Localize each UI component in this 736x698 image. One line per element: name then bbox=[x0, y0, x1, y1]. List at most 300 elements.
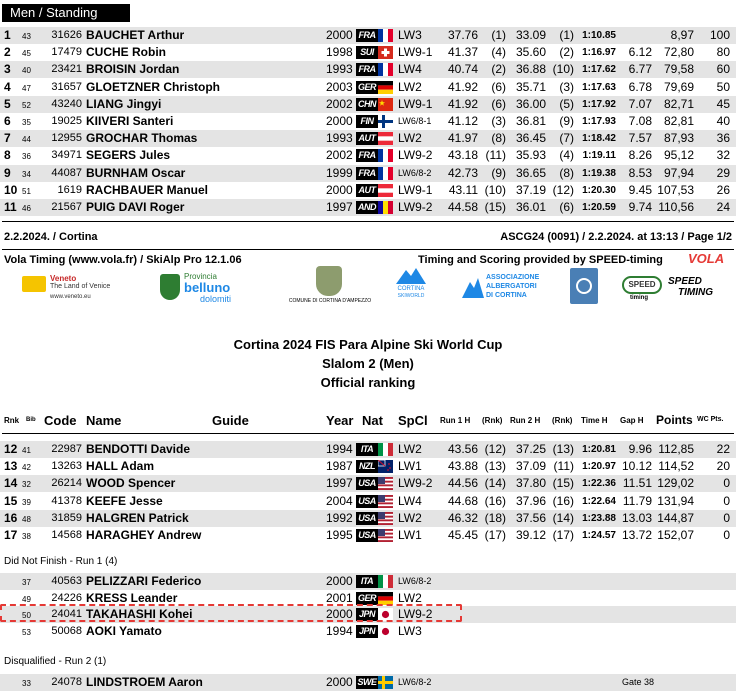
cell-rnk2: (4) bbox=[559, 148, 574, 163]
cell-code: 41378 bbox=[51, 494, 82, 507]
cell-bib: 53 bbox=[22, 627, 31, 637]
footer-divider-2 bbox=[2, 249, 734, 250]
cell-run2: 36.45 bbox=[515, 131, 546, 146]
cell-gap: 10.12 bbox=[621, 459, 652, 474]
cell-points: 129,02 bbox=[657, 476, 694, 491]
ger-flag-icon bbox=[378, 592, 393, 605]
cell-bib: 43 bbox=[22, 32, 31, 41]
cell-run1: 44.58 bbox=[447, 200, 478, 214]
assoc-line1: ASSOCIAZIONE bbox=[486, 274, 540, 281]
cell-year: 2002 bbox=[326, 96, 353, 111]
albergatori-mountain-icon bbox=[462, 276, 484, 298]
cell-code: 31657 bbox=[51, 80, 82, 93]
col-rnk2: (Rnk) bbox=[552, 416, 573, 425]
cell-spcl: LW2 bbox=[398, 510, 422, 525]
nation-flag-jpn bbox=[356, 625, 393, 638]
cell-year: 1998 bbox=[326, 45, 353, 60]
cell-spcl: LW1 bbox=[398, 459, 422, 474]
nation-flag-usa bbox=[356, 529, 393, 542]
nation-flag-and bbox=[356, 201, 393, 214]
cell-run2: 35.60 bbox=[515, 45, 546, 60]
cell-rank: 11 bbox=[4, 200, 17, 214]
usa-flag-icon bbox=[378, 529, 393, 542]
cell-run1: 41.12 bbox=[447, 114, 478, 128]
cell-rnk1: (3) bbox=[491, 114, 506, 128]
cell-code: 22987 bbox=[51, 443, 82, 455]
cell-code: 17479 bbox=[51, 46, 82, 59]
cell-spcl: LW9-2 bbox=[398, 148, 433, 163]
cell-bib: 48 bbox=[22, 514, 31, 524]
footer-divider bbox=[2, 221, 734, 222]
usa-flag-icon bbox=[378, 495, 393, 508]
cell-spcl: LW1 bbox=[398, 528, 422, 542]
cell-name: BURNHAM Oscar bbox=[86, 165, 186, 180]
cell-run1: 40.74 bbox=[447, 62, 478, 77]
event-title: Cortina 2024 FIS Para Alpine Ski World Cup bbox=[233, 337, 503, 352]
cell-wc: 20 bbox=[716, 459, 730, 474]
cell-points: 95,12 bbox=[663, 148, 694, 163]
cell-rank: 1 bbox=[4, 28, 11, 42]
veneto-line2: The Land of Venice bbox=[50, 283, 111, 290]
cell-run1: 43.88 bbox=[447, 459, 478, 474]
cell-year: 2000 bbox=[326, 182, 353, 197]
cell-wc: 40 bbox=[716, 114, 730, 128]
chn-flag-icon bbox=[378, 98, 393, 111]
cell-year: 2003 bbox=[326, 79, 353, 94]
cell-bib: 35 bbox=[22, 118, 31, 127]
cell-rank: 5 bbox=[4, 96, 11, 111]
cell-bib: 32 bbox=[22, 480, 31, 490]
cell-wc: 0 bbox=[723, 510, 730, 525]
cell-run2: 36.01 bbox=[515, 200, 546, 214]
cell-nat: USA bbox=[356, 529, 378, 542]
cell-year: 1987 bbox=[326, 459, 353, 474]
cell-spcl: LW2 bbox=[398, 442, 422, 456]
skiworld-line2: SKIWORLD bbox=[397, 293, 425, 299]
cell-time: 1:17.93 bbox=[582, 116, 616, 127]
table-row bbox=[0, 458, 736, 475]
nation-flag-fra bbox=[356, 149, 393, 162]
cortina-badge-logo bbox=[570, 268, 598, 304]
selection-highlight bbox=[0, 604, 462, 622]
cell-nat: GER bbox=[357, 81, 376, 92]
cell-points: 79,69 bbox=[663, 79, 694, 94]
cell-name: HALGREN Patrick bbox=[86, 510, 189, 525]
cell-rnk2: (11) bbox=[553, 459, 574, 474]
cell-rnk2: (15) bbox=[552, 476, 574, 491]
nation-flag-sui bbox=[356, 46, 393, 59]
cell-year: 2004 bbox=[326, 493, 353, 508]
table-row bbox=[0, 165, 736, 182]
cell-spcl: LW9-2 bbox=[398, 476, 433, 491]
cell-rnk1: (2) bbox=[491, 62, 506, 77]
col-bib: Bib bbox=[26, 417, 36, 423]
cell-time: 1:20.97 bbox=[582, 461, 616, 473]
col-run1: Run 1 H bbox=[440, 416, 471, 425]
cell-run1: 37.76 bbox=[447, 28, 478, 42]
cell-nat: FRA bbox=[356, 63, 378, 76]
cell-wc: 0 bbox=[723, 476, 730, 491]
cell-bib: 41 bbox=[22, 446, 31, 455]
cell-rnk2: (1) bbox=[559, 28, 574, 42]
usa-flag-icon bbox=[378, 477, 393, 490]
cell-run2: 35.71 bbox=[515, 79, 546, 94]
cell-spcl: LW4 bbox=[398, 493, 422, 508]
cell-year: 1994 bbox=[326, 623, 353, 638]
cell-rnk2: (6) bbox=[559, 200, 574, 214]
table-row bbox=[0, 674, 736, 691]
cell-bib: 49 bbox=[22, 594, 31, 604]
col-time: Time H bbox=[581, 416, 608, 425]
belluno-line1: Provincia bbox=[184, 272, 217, 281]
cell-nat: GER bbox=[357, 592, 376, 603]
fra-flag-icon bbox=[378, 167, 393, 180]
cell-code: 24226 bbox=[51, 591, 82, 604]
cell-run2: 37.56 bbox=[515, 510, 546, 525]
cell-name: KEEFE Jesse bbox=[86, 493, 163, 508]
cell-year: 2000 bbox=[326, 574, 353, 588]
cell-run2: 33.09 bbox=[515, 28, 546, 42]
speed-line2: TIMING bbox=[678, 287, 713, 298]
cell-gap: 9.96 bbox=[628, 442, 652, 456]
cell-rnk1: (17) bbox=[484, 528, 506, 542]
cell-spcl: LW6/8-2 bbox=[398, 167, 432, 178]
cell-code: 43240 bbox=[51, 97, 82, 110]
cell-rnk1: (9) bbox=[491, 165, 506, 180]
cell-rnk1: (15) bbox=[484, 200, 506, 214]
sui-flag-icon bbox=[378, 46, 393, 59]
cell-code: 14568 bbox=[51, 529, 82, 541]
cell-rank: 6 bbox=[4, 114, 11, 128]
cell-run1: 45.45 bbox=[447, 528, 478, 542]
cell-run1: 43.56 bbox=[447, 442, 478, 456]
section-label: Men / Standing bbox=[2, 4, 130, 22]
cell-rnk1: (1) bbox=[491, 28, 506, 42]
col-wc: WC Pts. bbox=[697, 416, 724, 423]
cell-rank: 17 bbox=[4, 528, 18, 542]
ranking-label: Official ranking bbox=[320, 375, 416, 390]
nation-flag-fra bbox=[356, 29, 393, 42]
speed-line1: SPEED bbox=[668, 276, 702, 287]
cell-bib: 44 bbox=[22, 135, 31, 145]
cell-year: 1999 bbox=[326, 165, 353, 180]
comune-logo bbox=[282, 266, 378, 306]
aut-flag-icon bbox=[378, 184, 393, 197]
cell-gap: 11.51 bbox=[622, 476, 652, 491]
comune-label: COMUNE DI CORTINA D'AMPEZZO bbox=[288, 298, 372, 304]
cell-nat: SWE bbox=[357, 677, 377, 687]
cell-year: 2000 bbox=[326, 675, 353, 689]
table-row bbox=[0, 96, 736, 113]
cell-gap: 7.07 bbox=[628, 96, 652, 111]
cell-spcl: LW6/8-2 bbox=[398, 677, 432, 687]
veneto-url: www.veneto.eu bbox=[50, 294, 91, 300]
cell-run1: 41.92 bbox=[447, 79, 478, 94]
nation-flag-swe bbox=[356, 676, 393, 689]
cell-run1: 43.11 bbox=[448, 182, 478, 197]
cell-rnk1: (8) bbox=[491, 131, 506, 146]
cell-year: 1994 bbox=[326, 442, 353, 456]
cell-spcl: LW9-2 bbox=[398, 200, 433, 214]
cell-points: 97,94 bbox=[663, 165, 694, 180]
cell-time: 1:10.85 bbox=[582, 30, 616, 41]
cell-name: LIANG Jingyi bbox=[86, 96, 162, 111]
footer-timing-right: Timing and Scoring provided by SPEED-timing bbox=[418, 254, 663, 266]
skiworld-line1: CORTINA bbox=[397, 286, 425, 292]
cell-nat: ITA bbox=[356, 575, 378, 588]
table-row bbox=[0, 441, 736, 458]
cell-nat: SUI bbox=[356, 46, 378, 59]
nation-flag-ita bbox=[356, 575, 393, 588]
cell-run1: 42.73 bbox=[447, 165, 478, 180]
cell-run2: 36.65 bbox=[515, 165, 546, 180]
cell-code: 34971 bbox=[51, 149, 82, 162]
cell-gap: 8.26 bbox=[628, 148, 652, 163]
comune-crest-icon bbox=[316, 266, 342, 296]
veneto-line1: Veneto bbox=[50, 274, 77, 283]
cell-code: 19025 bbox=[51, 115, 82, 127]
cell-bib: 52 bbox=[22, 100, 31, 110]
cell-wc: 32 bbox=[716, 148, 730, 163]
nation-flag-aut bbox=[356, 184, 393, 197]
cell-points: 112,85 bbox=[658, 442, 694, 456]
cell-wc: 0 bbox=[723, 528, 730, 542]
cell-spcl: LW9-2 bbox=[398, 607, 433, 621]
cell-nat: FRA bbox=[356, 29, 378, 42]
cell-rnk2: (13) bbox=[552, 442, 574, 456]
cell-rnk2: (17) bbox=[552, 528, 574, 542]
header-underline bbox=[2, 433, 734, 434]
cell-gap: 11.79 bbox=[622, 493, 652, 508]
cell-wc: 60 bbox=[716, 62, 730, 77]
cell-rank: 4 bbox=[4, 79, 11, 94]
cell-code: 44087 bbox=[51, 166, 82, 179]
cell-year: 1992 bbox=[326, 510, 353, 525]
cell-year: 2000 bbox=[326, 607, 353, 621]
and-flag-icon bbox=[378, 201, 393, 214]
cell-rank: 10 bbox=[4, 182, 18, 197]
cell-time: 1:16.97 bbox=[582, 47, 616, 59]
cell-run2: 35.93 bbox=[515, 148, 546, 163]
cell-time: 1:19.11 bbox=[582, 150, 616, 162]
cell-points: 152,07 bbox=[657, 528, 694, 542]
cortina-skiworld-logo bbox=[388, 266, 434, 306]
cell-points: 72,80 bbox=[663, 45, 694, 60]
cell-bib: 34 bbox=[22, 169, 31, 179]
cell-spcl: LW3 bbox=[398, 28, 422, 42]
cell-bib: 50 bbox=[22, 611, 31, 620]
cell-rnk2: (10) bbox=[552, 62, 574, 77]
ita-flag-icon bbox=[378, 575, 393, 588]
cell-rnk1: (10) bbox=[484, 182, 506, 197]
cell-code: 26214 bbox=[51, 477, 82, 490]
dsq-label: Disqualified - Run 2 (1) bbox=[4, 656, 107, 667]
speed-badge-text: SPEED bbox=[622, 276, 662, 294]
cell-spcl: LW6/8-2 bbox=[398, 576, 432, 586]
fin-flag-icon bbox=[378, 115, 393, 128]
cell-name: WOOD Spencer bbox=[86, 476, 176, 491]
table-row bbox=[0, 199, 736, 216]
cell-code: 1619 bbox=[57, 183, 82, 196]
nation-flag-ger bbox=[356, 592, 393, 605]
cell-gap: 6.12 bbox=[628, 45, 652, 60]
table-row bbox=[0, 61, 736, 78]
cell-time: 1:19.38 bbox=[582, 167, 616, 179]
footer-timing-left: Vola Timing (www.vola.fr) / SkiAlp Pro 12.1.06 bbox=[4, 254, 242, 266]
cell-name: HARAGHEY Andrew bbox=[86, 528, 202, 542]
cell-code: 31626 bbox=[51, 29, 82, 41]
assoc-line2: ALBERGATORI bbox=[486, 283, 537, 290]
cell-name: HALL Adam bbox=[86, 459, 155, 474]
cell-year: 1993 bbox=[326, 62, 353, 77]
table-row bbox=[0, 493, 736, 510]
usa-flag-icon bbox=[378, 512, 393, 525]
nation-flag-nzl bbox=[356, 460, 393, 473]
cell-wc: 80 bbox=[716, 45, 730, 60]
cell-run1: 41.37 bbox=[447, 45, 478, 60]
cell-gap: 9.45 bbox=[628, 182, 652, 197]
cell-rank: 15 bbox=[4, 493, 18, 508]
col-name: Name bbox=[86, 413, 122, 428]
cell-name: KRESS Leander bbox=[86, 590, 178, 605]
cell-time: 1:24.57 bbox=[582, 530, 616, 541]
fra-flag-icon bbox=[378, 29, 393, 42]
cell-run2: 36.81 bbox=[515, 114, 546, 128]
cell-spcl: LW9-1 bbox=[398, 96, 433, 111]
cell-gap: 6.78 bbox=[628, 79, 652, 94]
cell-run2: 36.88 bbox=[515, 62, 546, 77]
col-year: Year bbox=[326, 413, 354, 428]
col-guide: Guide bbox=[212, 413, 249, 428]
cell-gap: 9.74 bbox=[628, 200, 652, 214]
cell-wc: 29 bbox=[716, 165, 730, 180]
cell-wc: 24 bbox=[716, 200, 730, 214]
cell-nat: AND bbox=[358, 202, 376, 212]
veneto-emblem-icon bbox=[22, 276, 46, 292]
cell-name: BROISIN Jordan bbox=[86, 62, 180, 77]
belluno-logo bbox=[160, 270, 260, 304]
cell-spcl: LW2 bbox=[398, 131, 422, 146]
cell-name: BAUCHET Arthur bbox=[86, 28, 185, 42]
col-rnk: Rnk bbox=[4, 416, 20, 425]
cell-nat: JPN bbox=[356, 625, 378, 638]
cell-name: GROCHAR Thomas bbox=[86, 131, 198, 146]
cell-year: 1997 bbox=[326, 476, 353, 491]
cell-nat: AUT bbox=[356, 184, 378, 197]
cell-run1: 43.18 bbox=[447, 148, 478, 163]
cell-rnk1: (13) bbox=[484, 459, 506, 474]
cell-run2: 37.80 bbox=[515, 476, 546, 491]
cell-code: 12955 bbox=[51, 132, 82, 145]
cell-bib: 45 bbox=[22, 49, 31, 59]
cell-wc: 100 bbox=[709, 28, 730, 42]
footer-date-place: 2.2.2024. / Cortina bbox=[4, 231, 98, 243]
cell-spcl: LW2 bbox=[398, 79, 422, 94]
cell-bib: 51 bbox=[22, 186, 31, 196]
speed-timing-badge bbox=[622, 270, 662, 302]
cell-run2: 37.96 bbox=[515, 493, 546, 508]
cell-note: Gate 38 bbox=[622, 677, 655, 687]
cell-run2: 37.25 bbox=[515, 442, 546, 456]
cell-time: 1:20.81 bbox=[582, 444, 616, 455]
cell-bib: 40 bbox=[22, 66, 31, 76]
cell-spcl: LW6/8-1 bbox=[398, 116, 432, 126]
table-row bbox=[0, 27, 736, 44]
cell-name: BENDOTTI Davide bbox=[86, 442, 191, 456]
aut-flag-icon bbox=[378, 132, 393, 145]
speed-timing-wordmark bbox=[668, 276, 730, 298]
cell-code: 13263 bbox=[51, 460, 82, 473]
cell-year: 2002 bbox=[326, 148, 353, 163]
nzl-flag-icon bbox=[378, 460, 393, 473]
nation-flag-fra bbox=[356, 167, 393, 180]
cell-name: TAKAHASHI Kohei bbox=[86, 607, 193, 621]
cell-run1: 41.97 bbox=[447, 131, 478, 146]
cell-nat: NZL bbox=[356, 460, 378, 473]
cell-code: 23421 bbox=[51, 63, 82, 76]
vola-logo: VOLA bbox=[688, 251, 725, 266]
cell-rnk2: (2) bbox=[559, 45, 574, 60]
table-row bbox=[0, 527, 736, 544]
cell-rank: 13 bbox=[4, 459, 18, 474]
cell-code: 50068 bbox=[51, 624, 82, 637]
table-row bbox=[0, 623, 736, 640]
cell-run2: 36.00 bbox=[515, 96, 546, 111]
nation-flag-fra bbox=[356, 63, 393, 76]
cell-points: 107,53 bbox=[657, 182, 694, 197]
cell-name: AOKI Yamato bbox=[86, 623, 162, 638]
cell-spcl: LW4 bbox=[398, 62, 422, 77]
belluno-shield-icon bbox=[160, 274, 180, 300]
cell-spcl: LW9-1 bbox=[398, 45, 433, 60]
belluno-line3: dolomiti bbox=[200, 294, 232, 304]
table-row bbox=[0, 130, 736, 147]
cell-rank: 12 bbox=[4, 442, 18, 456]
nation-flag-chn bbox=[356, 98, 393, 111]
cell-points: 131,94 bbox=[657, 493, 694, 508]
nation-flag-usa bbox=[356, 512, 393, 525]
cell-rank: 3 bbox=[4, 62, 11, 77]
cell-gap: 7.57 bbox=[628, 131, 652, 146]
cell-rnk1: (12) bbox=[484, 442, 506, 456]
cortina-badge-icon bbox=[576, 278, 592, 294]
cell-points: 110,56 bbox=[658, 200, 694, 214]
cell-name: CUCHE Robin bbox=[86, 45, 166, 60]
cell-rnk2: (5) bbox=[559, 96, 574, 111]
cell-points: 87,93 bbox=[663, 131, 694, 146]
cell-rnk2: (14) bbox=[552, 510, 574, 525]
cell-nat: FIN bbox=[356, 115, 378, 128]
cell-rnk1: (4) bbox=[491, 45, 506, 60]
cell-rnk1: (11) bbox=[485, 148, 506, 163]
cell-rnk1: (16) bbox=[484, 493, 506, 508]
cell-rnk2: (9) bbox=[559, 114, 574, 128]
cell-points: 79,58 bbox=[663, 62, 694, 77]
mountain-icon bbox=[396, 266, 426, 284]
table-row bbox=[0, 510, 736, 527]
col-points: Points bbox=[656, 413, 693, 427]
cell-gap: 13.72 bbox=[621, 528, 652, 542]
cell-code: 21567 bbox=[51, 201, 82, 213]
cell-nat: AUT bbox=[356, 132, 378, 145]
cell-time: 1:22.36 bbox=[582, 478, 616, 490]
cell-rnk2: (12) bbox=[552, 182, 574, 197]
nation-flag-aut bbox=[356, 132, 393, 145]
cell-name: PELIZZARI Federico bbox=[86, 574, 202, 588]
cell-rnk2: (7) bbox=[559, 131, 574, 146]
speed-badge-text2: timing bbox=[630, 295, 648, 301]
cell-rank: 8 bbox=[4, 148, 11, 163]
